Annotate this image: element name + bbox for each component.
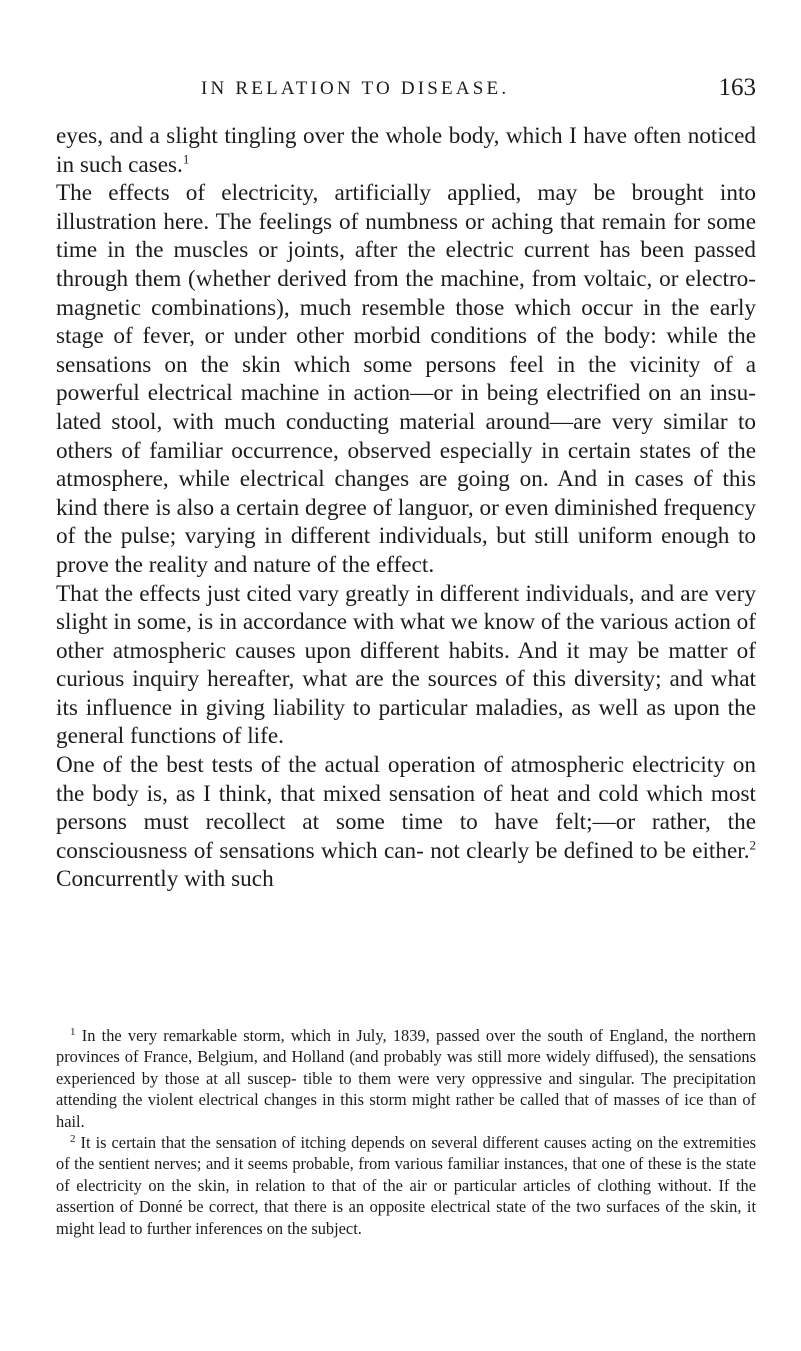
paragraph-text: eyes, and a slight tingling over the whole body, which I have often noticed in such cases. <box>56 123 756 178</box>
paragraph-text: That the effects just cited vary greatly in different individuals, and are very slight in some, is in accordance with what we know of the various action of other atmospheric causes upon different habits. And it may be matter of curious inquiry hereafter, what are the sources of this diversity; and what its influence in giving liability to particular maladies, as well as upon the general functions of life. <box>56 580 756 750</box>
footnote <box>56 1132 756 1239</box>
paragraph-individual-variation <box>56 580 756 752</box>
footnote-ref: 1 <box>182 151 190 167</box>
footnote-marker: 1 <box>70 1025 76 1038</box>
footnote <box>56 1025 756 1132</box>
footnote-ref: 2 <box>749 837 756 853</box>
paragraph-text: Concurrently with such <box>56 866 274 893</box>
footnote-text: It is certain that the sensation of itching depends on several different causes acting on the extremities of the sentient nerves; and it seems probable, from various familiar instances, that one of these is the state of electricity on the skin, in relation to that of the air or particular articles of clothing without. If the assertion of Donné be correct, that there is an opposite electrical state of the two surfaces of the skin, it might lead to further inferences on the subject. <box>56 1133 756 1238</box>
paragraph-text: One of the best tests of the actual operation of atmospheric electricity on the body is, as I think, that mixed sensation of heat and cold which most persons must recollect at some time to have felt;—or rather, the consciousness of sensations which can- not clearly be defined to be either. <box>56 752 756 864</box>
page-number: 163 <box>718 74 756 101</box>
footnote-text: In the very remarkable storm, which in July, 1839, passed over the south of England, the northern provinces of France, Belgium, and Holland (and probably was still more widely diffused), the sensations experienced by those at all suscep- tible to them were very oppressive and singular. The precipitation attending the violent electrical changes in this storm might rather be called that of masses of ice than of hail. <box>56 1026 756 1131</box>
paragraph-heat-cold-test <box>56 751 756 894</box>
paragraph-continuation <box>56 122 756 179</box>
footnote-marker: 2 <box>70 1132 76 1145</box>
running-head <box>56 74 756 108</box>
paragraph-text: The effects of electricity, artificially applied, may be brought into illustration here. The feelings of numbness or aching that remain for some time in the muscles or joints, after the electric current has been passed through them (whether derived from the machine, from voltaic, or electro-magnetic combinations), much resemble those which occur in the early stage of fever, or under other morbid conditions of the body: while the sensations on the skin which some persons feel in the vicinity of a powerful electrical machine in action—or in being electrified on an insu- lated stool, with much conducting material around—are very similar to others of familiar occurrence, observed especially in certain states of the atmosphere, while electrical changes are going on. And in cases of this kind there is also a certain degree of languor, or even diminished frequency of the pulse; varying in different individuals, but still uniform enough to prove the reality and nature of the effect. <box>56 180 756 578</box>
paragraph-electricity-effects <box>56 179 756 579</box>
body-text <box>56 122 756 894</box>
footnotes <box>56 1025 756 1239</box>
running-title: IN RELATION TO DISEASE. <box>201 78 510 99</box>
